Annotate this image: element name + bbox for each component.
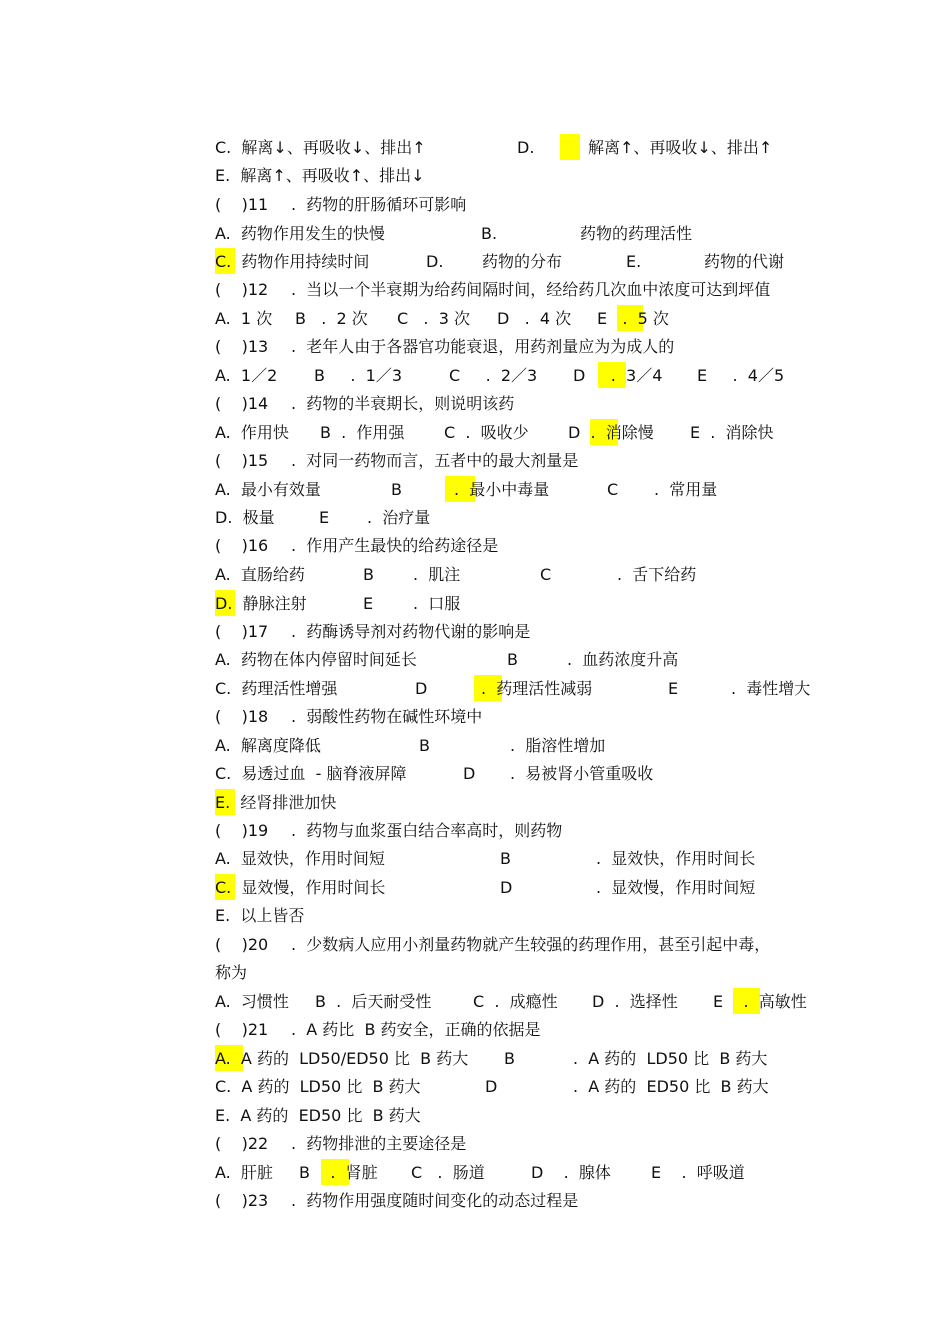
text-segment: C (607, 480, 619, 499)
text-line (0, 248, 950, 276)
text-segment: E (319, 508, 330, 527)
text-line (0, 532, 950, 560)
text-segment: B (419, 736, 430, 755)
text-segment: B . 2 次 (295, 309, 368, 328)
text-line (0, 902, 950, 930)
text-line (0, 646, 950, 674)
text-segment: D . 选择性 (592, 992, 678, 1011)
text-line (0, 220, 950, 248)
text-segment: C (540, 565, 552, 584)
text-segment: 称为 (215, 963, 248, 982)
text-segment: . 老年人由于各器官功能衰退，用药剂量应为为成人的 (291, 337, 675, 356)
text-segment: A. 解离度降低 (215, 736, 321, 755)
text-segment: 解离↑、再吸收↓、排出↑ (588, 138, 773, 157)
text-segment: ( )15 (215, 451, 269, 470)
text-segment: ( )19 (215, 821, 269, 840)
text-segment: . 肌注 (413, 565, 461, 584)
text-line (0, 476, 950, 504)
text-segment: E (668, 679, 679, 698)
text-segment: B (391, 480, 402, 499)
text-segment: A. 最小有效量 (215, 480, 321, 499)
text-segment: ( )17 (215, 622, 269, 641)
text-segment: B . 作用强 (320, 423, 405, 442)
text-segment: . 作用产生最快的给药途径是 (291, 536, 499, 555)
text-segment: . 药物的半衰期长，则说明该药 (291, 394, 515, 413)
text-segment: ( )16 (215, 536, 269, 555)
text-segment: ( )18 (215, 707, 269, 726)
text-segment: ( )12 (215, 280, 269, 299)
text-line (0, 590, 950, 618)
text-segment: . 当以一个半衰期为给药间隔时间，经给药几次血中浓度可达到坪值 (291, 280, 771, 299)
text-segment: D (485, 1077, 498, 1096)
text-segment: ( )23 (215, 1191, 269, 1210)
text-segment: . 药物的肝肠循环可影响 (291, 195, 467, 214)
text-segment: C. A 药的 LD50 比 B 药大 (215, 1077, 421, 1096)
text-segment: 药物的药理活性 (580, 224, 693, 243)
text-line (0, 703, 950, 731)
text-segment: . 药物与血浆蛋白结合率高时，则药物 (291, 821, 563, 840)
text-segment: . 毒性增大 (731, 679, 811, 698)
text-segment: A. 习惯性 (215, 992, 289, 1011)
text-segment: . 血药浓度升高 (567, 650, 679, 669)
text-segment: A. 作用快 (215, 423, 289, 442)
text-segment: . 治疗量 (367, 508, 431, 527)
text-segment: A. 直肠给药 (215, 565, 305, 584)
text-segment: C . 2／3 (449, 366, 538, 385)
text-line (0, 134, 950, 162)
text-line (0, 333, 950, 361)
text-segment: D. (517, 138, 535, 157)
text-segment: C . 吸收少 (444, 423, 529, 442)
text-segment: . 少数病人应用小剂量药物就产生较强的药理作用，甚至引起中毒， (291, 935, 771, 954)
text-line (0, 732, 950, 760)
text-line (0, 1187, 950, 1215)
text-line (0, 1045, 950, 1073)
text-segment: C . 肠道 (411, 1163, 485, 1182)
text-segment: D. 极量 (215, 508, 275, 527)
text-segment: D (500, 878, 513, 897)
text-line (0, 162, 950, 190)
text-line (0, 845, 950, 873)
text-segment: . A 药的 LD50 比 B 药大 (573, 1049, 768, 1068)
text-line (0, 817, 950, 845)
text-segment: E . 消除快 (690, 423, 774, 442)
text-segment: . 常用量 (654, 480, 718, 499)
text-segment: C . 成瘾性 (473, 992, 558, 1011)
text-line (0, 191, 950, 219)
text-line (0, 988, 950, 1016)
text-segment: . 易被肾小管重吸收 (510, 764, 654, 783)
text-segment: E . 5 次 (597, 309, 669, 328)
text-segment: . 药物排泄的主要途径是 (291, 1134, 467, 1153)
text-line (0, 1016, 950, 1044)
text-segment: D. 静脉注射 (215, 594, 307, 613)
text-line (0, 419, 950, 447)
text-segment: C. 药物作用持续时间 (215, 252, 370, 271)
text-segment: ( )14 (215, 394, 269, 413)
text-segment: ( )13 (215, 337, 269, 356)
text-line (0, 874, 950, 902)
text-line (0, 675, 950, 703)
text-segment: . 口服 (413, 594, 461, 613)
text-segment: E . 高敏性 (713, 992, 807, 1011)
text-segment: C. 显效慢，作用时间长 (215, 878, 386, 897)
text-segment: C . 3 次 (397, 309, 470, 328)
text-segment: B (500, 849, 511, 868)
text-segment: B (363, 565, 374, 584)
text-segment: E. 解离↑、再吸收↑、排出↓ (215, 166, 425, 185)
text-segment: . A 药比 B 药安全，正确的依据是 (291, 1020, 541, 1039)
text-segment: A. 1／2 (215, 366, 278, 385)
text-line (0, 276, 950, 304)
text-line (0, 1102, 950, 1130)
text-segment: C. 易透过血 - 脑脊液屏障 (215, 764, 407, 783)
text-segment: D. (426, 252, 444, 271)
text-segment: B . 后天耐受性 (315, 992, 432, 1011)
text-segment: . 药物作用强度随时间变化的动态过程是 (291, 1191, 579, 1210)
text-segment: C. 解离↓、再吸收↓、排出↑ (215, 138, 426, 157)
text-line (0, 760, 950, 788)
text-segment: B. (481, 224, 498, 243)
text-segment: . 舌下给药 (617, 565, 697, 584)
text-segment: ( )21 (215, 1020, 269, 1039)
text-segment: D . 4 次 (497, 309, 572, 328)
text-segment: . 显效快，作用时间长 (596, 849, 756, 868)
text-segment: D (463, 764, 476, 783)
text-segment: A. 药物在体内停留时间延长 (215, 650, 417, 669)
text-segment: . 显效慢，作用时间短 (596, 878, 756, 897)
text-line (0, 1159, 950, 1187)
text-line (0, 1130, 950, 1158)
text-segment: 药物的代谢 (704, 252, 785, 271)
text-segment: D . 消除慢 (568, 423, 654, 442)
text-line (0, 789, 950, 817)
text-segment: . 药酶诱导剂对药物代谢的影响是 (291, 622, 531, 641)
text-segment: . A 药的 ED50 比 B 药大 (573, 1077, 769, 1096)
text-segment: ( )20 (215, 935, 269, 954)
text-segment: E . 4／5 (697, 366, 785, 385)
text-segment: E. 以上皆否 (215, 906, 305, 925)
text-segment: B . 肾脏 (299, 1163, 378, 1182)
text-line (0, 1073, 950, 1101)
text-segment: . 药理活性减弱 (481, 679, 593, 698)
text-segment: B (507, 650, 518, 669)
text-segment: E. 经肾排泄加快 (215, 793, 337, 812)
text-segment: B (504, 1049, 515, 1068)
text-segment: E . 呼吸道 (651, 1163, 745, 1182)
text-segment: . 弱酸性药物在碱性环境中 (291, 707, 483, 726)
text-segment: B . 1／3 (314, 366, 403, 385)
text-segment: D . 3／4 (573, 366, 663, 385)
text-segment: A. 肝脏 (215, 1163, 273, 1182)
text-segment: ( )11 (215, 195, 269, 214)
text-segment: D (415, 679, 428, 698)
text-line (0, 931, 950, 959)
text-segment: ( )22 (215, 1134, 269, 1153)
text-segment: E. A 药的 ED50 比 B 药大 (215, 1106, 421, 1125)
text-line (0, 959, 950, 987)
text-segment: E. (626, 252, 642, 271)
text-segment: . 最小中毒量 (454, 480, 550, 499)
text-line (0, 504, 950, 532)
text-segment: A. 1 次 (215, 309, 273, 328)
text-line (0, 305, 950, 333)
text-segment: E (363, 594, 374, 613)
text-segment: A. 药物作用发生的快慢 (215, 224, 385, 243)
text-line (0, 447, 950, 475)
text-line (0, 362, 950, 390)
text-segment: 药物的分布 (482, 252, 563, 271)
text-segment: A. 显效快，作用时间短 (215, 849, 385, 868)
text-segment: D . 腺体 (531, 1163, 611, 1182)
answer-highlight (560, 134, 580, 160)
text-segment: A. A 药的 LD50/ED50 比 B 药大 (215, 1049, 469, 1068)
text-segment: C. 药理活性增强 (215, 679, 338, 698)
text-line (0, 390, 950, 418)
text-line (0, 618, 950, 646)
text-line (0, 561, 950, 589)
text-segment: . 脂溶性增加 (510, 736, 606, 755)
text-segment: . 对同一药物而言，五者中的最大剂量是 (291, 451, 579, 470)
